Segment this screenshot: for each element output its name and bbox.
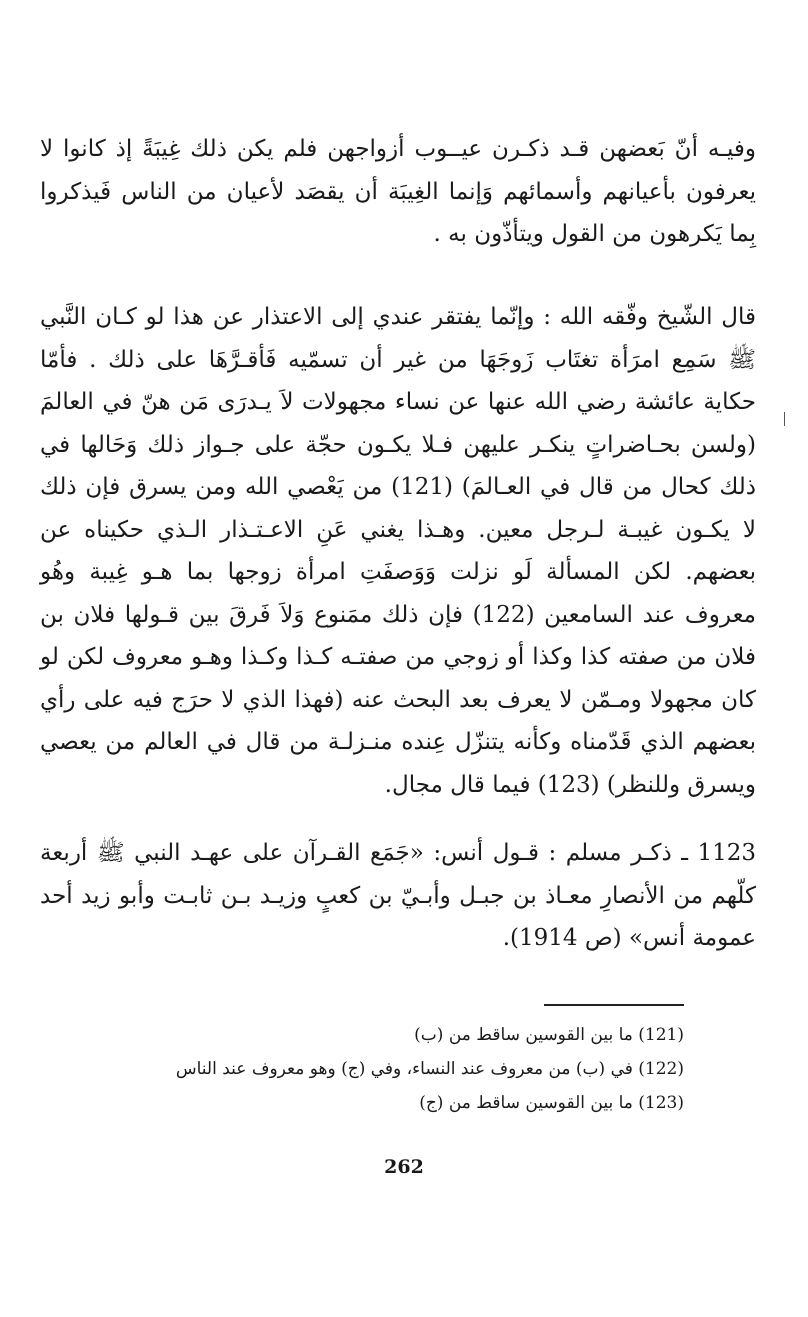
footnote-121: (121) ما بين القوسين ساقط من (ب) xyxy=(414,1025,684,1045)
footnote-122: (122) في (ب) من معروف عند النساء، وفي (ج) وهو معروف عند الناس xyxy=(175,1059,684,1079)
body-paragraph-2: قال الشّيخ وفّقه الله : وإنّما يفتقر عندي إلى الاعتذار عن هذا لو كـان النَّبي ﷺ سَمِع امرَأة تغتَاب زَوجَهَا من غير أن تسمّيه فَأقـرَّهَا على ذلك . فأمّا حكاية عائشة رضي الله عنها عن نساء مجهولات لاَ يـدرَى مَن هنّ في العالمَ (ولسن بحـاضراتٍ ينكـر عليهن فـلا يكـون حجّة على جـواز ذلك وَحَالها في ذلك كحال من قال في العـالمَ) (121) من يَعْصي الله ومن يسرق فإن ذلك لا يكـون غيبـة لـرجل معين. وهـذا يغني عَنِ الاعـتـذار الـذي حكيناه عن بعضهم. لكن المسألة لَو نزلت وَوَصفَتِ امرأة زوجها بما هـو غِيبة وهُو معروف عند السامعين (122) فإن ذلك ممَنوع وَلاَ فَرقَ بين قـولها فلان بن فلان من صفته كذا وكذا أو زوجي من صفتـه كـذا وكـذا وهـو معروف لكن لو كان مجهولا ومـمّن لا يعرف بعد البحث عنه (فهذا الذي لا حرَج فيه على رأي بعضهم الذي قَدّمناه وكأنه يتنزّل عِنده منـزلـة من قال في العالم من يعصي ويسرق وللنظر) (123) فيما قال مجال. xyxy=(40,304,756,798)
body-paragraph-1: وفيـه أنّ بَعضهن قـد ذكـرن عيــوب أزواجهن فلم يكن ذلك غِيبَةً إذ كانوا لا يعرفون بأعيانهم وأسمائهم وَإنما الغِيبَة أن يقصَد لأعيان من الناس فَيذكروا بِما يَكرهون من القول ويتأذّون به . xyxy=(40,136,756,247)
page-number: 262 xyxy=(384,1156,424,1178)
footnote-separator xyxy=(544,1004,684,1006)
footnotes xyxy=(64,1018,684,1120)
body-paragraph-3: 1123 ـ ذكـر مسلم : قـول أنس: «جَمَع القـرآن على عهـد النبي ﷺ أربعة كلّهم من الأنصارِ معـاذ بن جبـل وأبـيّ بن كعبٍ وزيـد بـن ثابـت وأبو زيد أحد عمومة أنس» (ص 1914). xyxy=(40,840,756,951)
margin-mark xyxy=(784,412,785,426)
footnote-123: (123) ما بين القوسين ساقط من (ج) xyxy=(419,1093,684,1113)
